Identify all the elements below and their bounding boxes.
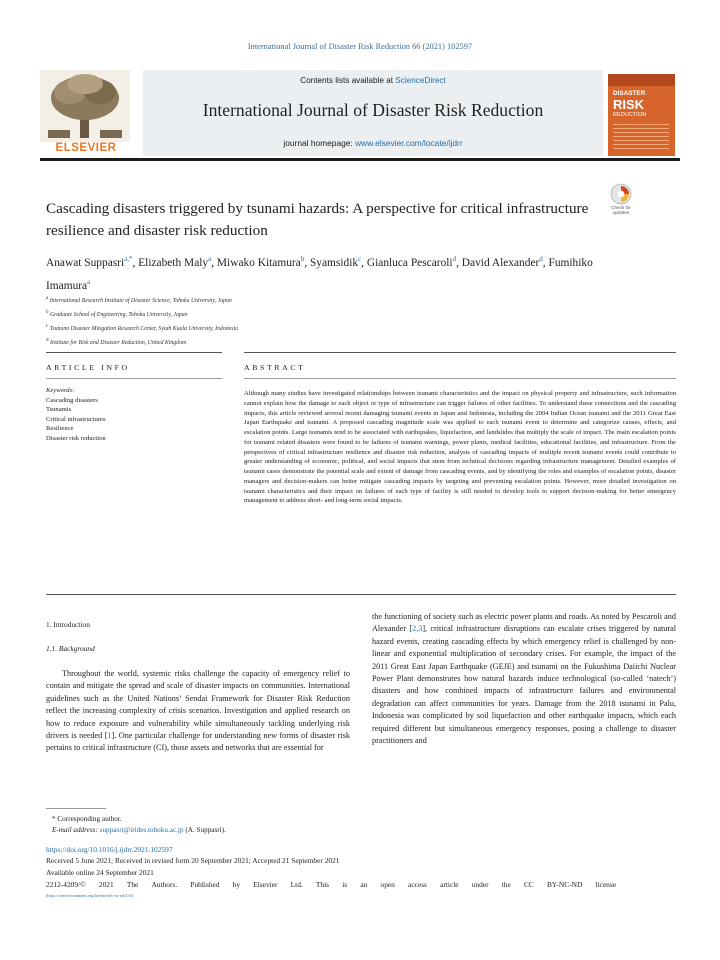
received-dates: Received 5 June 2021; Received in revised form 20 September 2021; Accepted 21 September 2021	[46, 856, 340, 866]
keyword: Tsunamis	[46, 406, 72, 414]
elsevier-logo	[40, 70, 130, 156]
keywords-label: Keywords:	[46, 387, 75, 394]
homepage-link[interactable]: www.elsevier.com/locate/ijdrr	[355, 138, 463, 148]
elsevier-tree-icon	[40, 70, 130, 142]
email-note: E-mail address: suppasri@irides.tohoku.ac.jp (A. Suppasri).	[52, 826, 226, 834]
email-link[interactable]: suppasri@irides.tohoku.ac.jp	[99, 826, 184, 834]
author[interactable]: Elizabeth Maly$^a$	[138, 255, 212, 269]
license-statement: 2212-4209/© 2021 The Authors. Published by Elsevier Ltd. This is an open access article under the CC BY-NC-ND license	[46, 880, 616, 889]
elsevier-wordmark: ELSEVIER	[55, 142, 117, 154]
contents-prefix: Contents lists available at	[300, 76, 394, 85]
crossmark-label-line-1: Check for	[611, 205, 631, 210]
keyword: Critical infrastructures	[46, 415, 106, 423]
affiliation: $^d$ Institute for Risk and Disaster Reduction, United Kingdom	[46, 337, 187, 346]
author[interactable]: Anawat Suppasri$^{a,*}$	[46, 255, 133, 269]
journal-cover-thumbnail[interactable]	[608, 74, 675, 156]
crossmark-icon	[606, 183, 636, 205]
abstract-top-rule	[244, 352, 676, 353]
keyword: Resilience	[46, 425, 74, 433]
abstract-sub-rule	[244, 378, 676, 379]
subsection-heading: 1.1. Background	[46, 644, 95, 653]
corresponding-note: * Corresponding author.	[52, 815, 122, 823]
affiliation-list	[46, 293, 606, 349]
affiliation: $^a$ International Research Institute of Disaster Science, Tohoku University, Japan	[46, 296, 232, 304]
abstract-bottom-rule	[46, 594, 676, 595]
body-left-column	[46, 668, 350, 755]
journal-banner	[143, 70, 603, 156]
footnotes	[52, 814, 452, 836]
cover-band	[608, 74, 675, 86]
paragraph: the functioning of society such as electric power plants and roads. As noted by Pescaroli and Alexander [2,3], critical infrastructure disruptions can escalate crises triggered by natural hazard events, creating cascading effects by which emergency relief is challenged by non-linear and exponential multiplication of secondary crises. For example, the impact of the 2011 Great East Japan Earthquake (GEJE) and tsunami on the Fukushima Daiichi Nuclear Power Plant demonstrates how natural hazards induce technological (so-called ‘natech’) disasters and how combined impacts of infrastructure failures and environmental degradation can affect communities for years. Damage from the 2018 tsunami in Palu, Indonesia was complicated by soil liquefaction and other earthquake impacts, which each required different but simultaneous emergency responses, posing a challenge to disaster practitioners and	[372, 612, 677, 746]
article-title: Cascading disasters triggered by tsunami hazards: A perspective for critical infrastructure resilience and disaster risk reduction	[46, 200, 589, 239]
contents-line	[143, 76, 603, 85]
citation-link[interactable]: 1	[107, 731, 112, 741]
keyword: Cascading disasters	[46, 396, 98, 404]
crossmark-label	[606, 205, 636, 215]
affiliation: $^b$ Graduate School of Engineering, Tohoku University, Japan	[46, 309, 188, 318]
article-metadata	[46, 844, 676, 878]
homepage-line	[143, 138, 603, 148]
cover-text-lines	[613, 124, 669, 150]
author[interactable]: David Alexander$^d$	[461, 255, 543, 269]
article-info-top-rule	[46, 352, 222, 353]
abstract-heading: ABSTRACT	[244, 363, 306, 372]
header-rule	[40, 158, 680, 161]
journal-header	[40, 70, 680, 162]
author[interactable]: Gianluca Pescaroli$^d$	[366, 255, 457, 269]
author[interactable]: Fumihiko Imamura$^a$	[46, 256, 593, 292]
body-right-column	[372, 611, 676, 747]
crossmark-label-line-2: updates	[612, 210, 630, 215]
cover-line-2: RISK	[613, 97, 645, 112]
cover-line-1: DISASTER	[613, 90, 646, 97]
footnote-rule	[46, 808, 106, 809]
paragraph: Throughout the world, systemic risks challenge the capacity of emergency relief to contain and mitigate the spread and scale of disaster impacts on communities. International guidelines such as the United Nations’ Sendai Framework for Disaster Risk Reduction reflect the increasing complexity of crisis scenarios. Investigation and applied research on how to reduce exposure and vulnerability while simultaneously tackling underlying risk drivers is needed [1]. One particular challenge for understanding new forms of disaster risk pertains to critical infrastructure (CI), those assets and networks that are essential for	[46, 669, 351, 753]
cover-line-3: REDUCTION	[613, 112, 647, 118]
check-for-updates-badge[interactable]	[606, 183, 636, 219]
keywords-block	[46, 386, 216, 444]
available-online: Available online 24 September 2021	[46, 867, 154, 877]
license-link[interactable]: (http://creativecommons.org/licenses/by-nc-nd/4.0/).	[46, 893, 135, 898]
journal-title: International Journal of Disaster Risk Reduction	[202, 100, 544, 120]
section-heading: 1. Introduction	[46, 620, 90, 629]
keyword: Disaster risk reduction	[46, 434, 106, 442]
author[interactable]: Syamsidik$^c$	[309, 255, 362, 269]
article-info-sub-rule	[46, 378, 222, 379]
journal-reference[interactable]: International Journal of Disaster Risk Reduction 66 (2021) 102597	[247, 42, 473, 51]
homepage-prefix: journal homepage:	[283, 138, 353, 148]
doi-link[interactable]: https://doi.org/10.1016/j.ijdrr.2021.102597	[46, 845, 173, 854]
citation-link[interactable]: 2,3	[412, 624, 423, 634]
author-list: Anawat Suppasri$^{a,*}$, Elizabeth Maly$^a$, Miwako Kitamura$^b$, Syamsidik$^c$, Gianluca Pescaroli$^d$, David Alexander$^d$, Fumihiko Imamura$^a$	[46, 255, 593, 292]
abstract-text: Although many studies have investigated relationships between tsunami characteristics and the impact on physical property and infrastructure, such information cannot explain how the damage to each object or type of infrastructure can trigger failures of other facilities. To understand these connections and the cascading impacts, this article reviewed several recent damaging tsunami events in Japan and Indonesia, including the 2004 Indian Ocean tsunami and the 2011 Great East Japan Earthquake and tsunami. A proposed cascading magnitude scale was applied to each tsunami event to determine and categorize causes, effects, and escalation points. Large tsunamis tend to be associated with earthquakes, liquefaction, and landslides that multiply the scale of impact. The main escalation points for tsunami related disasters were found to be failures of tsunami warnings, power plants, medical facilities, educational facilities, and infrastructure. From the perspectives of critical infrastructure resilience and disaster risk reduction, analysis of cascading impacts of multiple recent tsunami events could contribute to greater understanding of economic, political, and social impacts that stem from technical decisions regarding infrastructure management. Detailed examples of tsunami cases demonstrate the potential scale and extent of damage from cascading events, and by identifying the roles and examples of escalation points, disaster managers and decision-makers can better mitigate cascading impacts by targeting and preventing escalation points. However, more detailed investigation on tsunami characteristics and their impact on failures of each type of facility is still needed to develop tools to support decision-making for better emergency management to address short- and long-term social impacts.	[244, 390, 676, 505]
sciencedirect-link[interactable]: ScienceDirect	[395, 76, 446, 85]
author[interactable]: Miwako Kitamura$^b$	[216, 255, 305, 269]
article-info-heading: ARTICLE INFO	[46, 363, 130, 372]
affiliation: $^c$ Tsunami Disaster Mitigation Research Center, Syiah Kuala University, Indonesia	[46, 323, 238, 332]
